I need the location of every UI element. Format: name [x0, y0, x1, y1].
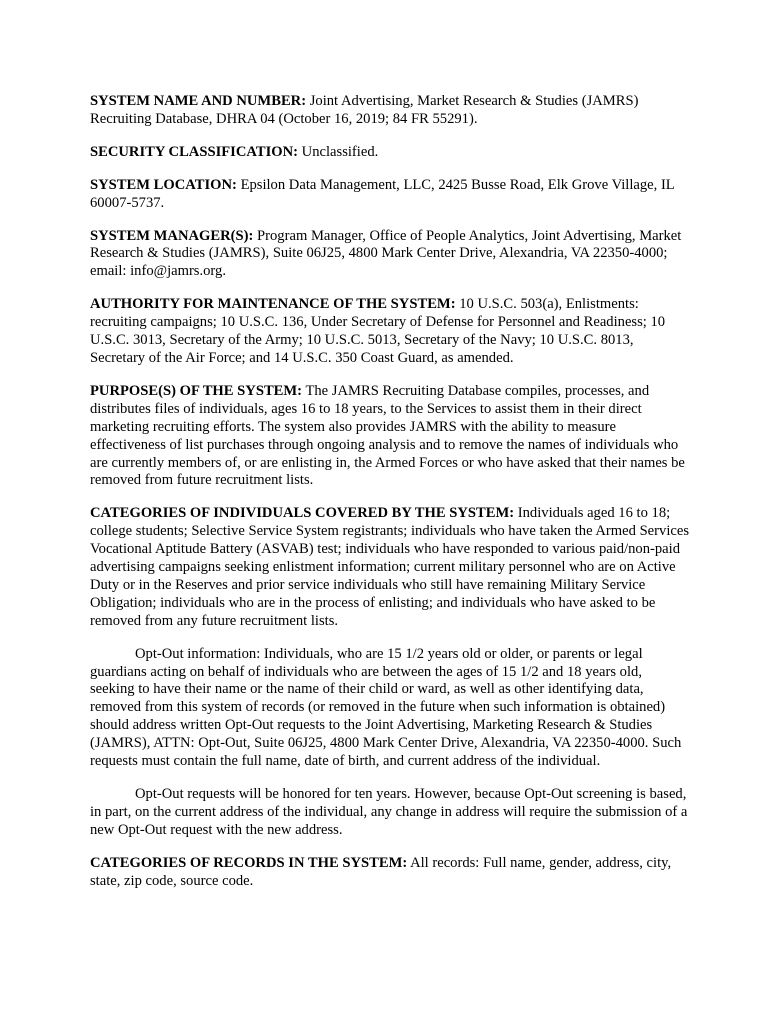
section-label: CATEGORIES OF RECORDS IN THE SYSTEM: [90, 854, 408, 871]
section-text: Unclassified. [301, 143, 379, 160]
section-text: All records: Full name, gender, address, city, state, zip code, source code. [90, 854, 672, 889]
section-text: Joint Advertising, Market Research & Studies (JAMRS) Recruiting Database, DHRA 04 (October 16, 2019; 84 FR 55291). [90, 93, 639, 127]
section-label: PURPOSE(S) OF THE SYSTEM: [90, 382, 303, 399]
document-page [90, 93, 690, 906]
opt-out-requests-paragraph: Opt-Out requests will be honored for ten years. However, because Opt-Out screening is based, in part, on the current address of the individual, any change in address will require the submission of a new Opt-Out request with the new address. [90, 786, 688, 838]
section-system-location [90, 177, 690, 213]
section-label: CATEGORIES OF INDIVIDUALS COVERED BY THE SYSTEM: [90, 505, 515, 522]
section-text: Program Manager, Office of People Analytics, Joint Advertising, Market Research & Studies (JAMRS), Suite 06J25, 4800 Mark Center Drive, Alexandria, VA 22350-4000; email: info@jamrs.org. [90, 227, 682, 280]
section-label: SYSTEM LOCATION: [90, 176, 237, 193]
section-system-name [90, 93, 690, 129]
section-label: AUTHORITY FOR MAINTENANCE OF THE SYSTEM: [90, 296, 456, 313]
section-system-managers [90, 228, 690, 282]
section-categories-of-individuals [90, 505, 690, 630]
section-categories-of-records [90, 855, 690, 891]
section-authority [90, 296, 690, 368]
section-label: SECURITY CLASSIFICATION: [90, 143, 299, 160]
section-text: Individuals aged 16 to 18; college students; Selective Service System registrants; individuals who have taken the Armed Services Vocational Aptitude Battery (ASVAB) test; individuals who have responded to various paid/non-paid advertising campaigns seeking enlistment information; current military personnel who are on Active Duty or in the Reserves and prior service individuals who still have remaining Military Service Obligation; individuals who are in the process of enlisting; and individuals who have asked to be removed from any future recruitment lists. [90, 505, 690, 629]
section-security-classification [90, 144, 690, 162]
section-purpose [90, 383, 690, 490]
section-text: 10 U.S.C. 503(a), Enlistments: recruiting campaigns; 10 U.S.C. 136, Under Secretary of Defense for Personnel and Readiness; 10 U.S.C. 3013, Secretary of the Army; 10 U.S.C. 5013, Secretary of the Navy; 10 U.S.C. 8013, Secretary of the Air Force; and 14 U.S.C. 350 Coast Guard, as amended. [90, 296, 666, 366]
section-label: SYSTEM MANAGER(S): [90, 227, 254, 244]
opt-out-information-paragraph: Opt-Out information: Individuals, who are 15 1/2 years old or older, or parents or legal guardians acting on behalf of individuals who are between the ages of 15 1/2 and 18 years old, seeking to have their name or the name of their child or ward, as well as other identifying data, removed from this system of records (or removed in the future when such information is obtained) should address written Opt-Out requests to the Joint Advertising, Marketing Research & Studies (JAMRS), ATTN: Opt-Out, Suite 06J25, 4800 Mark Center Drive, Alexandria, VA 22350-4000. Such requests must contain the full name, date of birth, and current address of the individual. [90, 645, 682, 770]
section-text: The JAMRS Recruiting Database compiles, processes, and distributes files of individuals, ages 16 to 18 years, to the Services to assist them in their direct marketing recruiting efforts. The system also provides JAMRS with the ability to measure effectiveness of list purchases through ongoing analysis and to remove the names of individuals who are currently members of, or are enlisting in, the Armed Forces or who have asked that their names be removed from future recruitment lists. [90, 382, 685, 489]
section-label: SYSTEM NAME AND NUMBER: [90, 93, 307, 109]
section-text: Epsilon Data Management, LLC, 2425 Busse Road, Elk Grove Village, IL 60007-5737. [90, 176, 675, 211]
